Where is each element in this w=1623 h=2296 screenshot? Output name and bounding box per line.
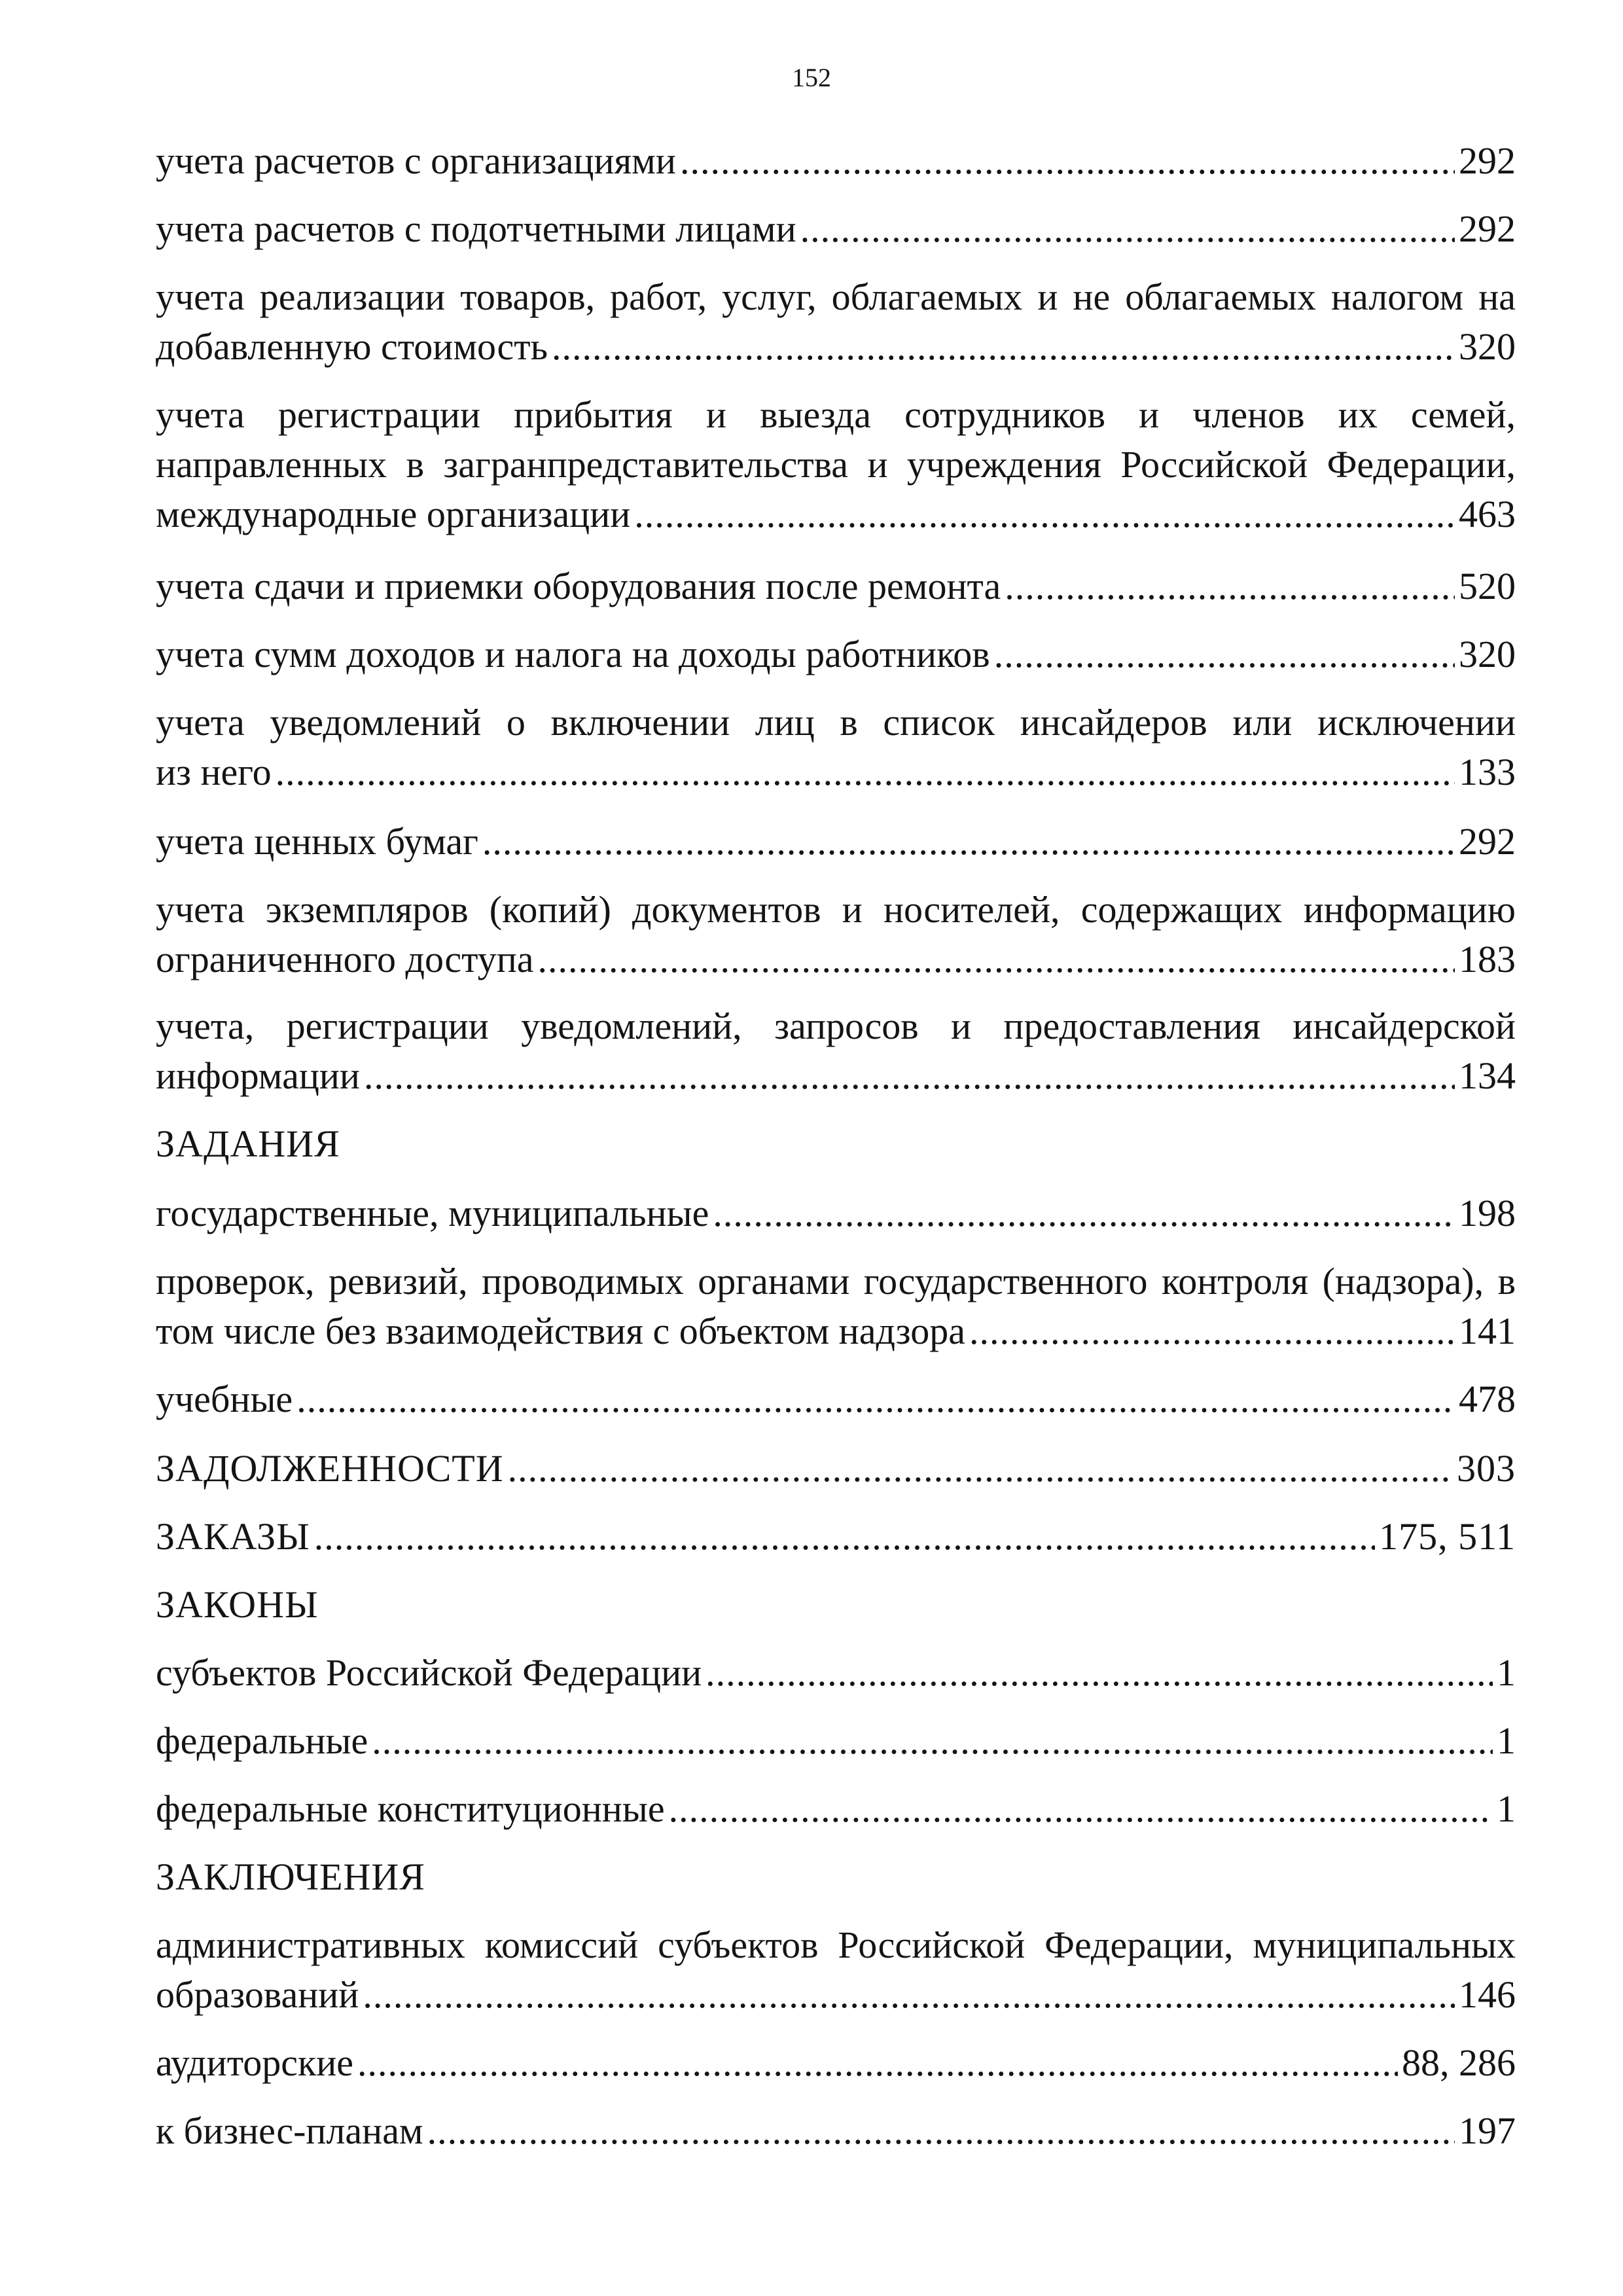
entry-page: 175, 511 [1379, 1515, 1516, 1558]
entry-line: учета реализации товаров, работ, услуг, облагаемых и не облагаемых налогом на [156, 276, 1516, 318]
entry-line: учета уведомлений о включении лиц в список инсайдеров или исключении [156, 701, 1516, 744]
dot-leader [314, 1512, 1375, 1562]
entry-page: 141 [1459, 1310, 1516, 1352]
entry-page: 292 [1459, 820, 1516, 863]
dot-leader [969, 1306, 1455, 1356]
entry-text: учета сумм доходов и налога на доходы работников [156, 633, 990, 675]
entry-page: 134 [1459, 1054, 1516, 1097]
index-entry [156, 1374, 1516, 1424]
entry-page: 146 [1459, 1973, 1516, 2016]
index-entry [156, 562, 1516, 611]
index-entry [156, 1189, 1516, 1238]
entry-page: 303 [1457, 1447, 1516, 1490]
entry-line: учета экземпляров (копий) документов и носителей, содержащих информацию [156, 888, 1516, 931]
entry-line: направленных в загранпредставительства и учреждения Российской Федерации, [156, 443, 1516, 486]
dot-leader [482, 817, 1455, 867]
entry-page: 292 [1459, 207, 1516, 250]
dot-leader [538, 935, 1455, 984]
section-heading: ЗАДАНИЯ [156, 1122, 340, 1165]
dot-leader [427, 2106, 1455, 2156]
entry-line: учета, регистрации уведомлений, запросов и предоставления инсайдерской [156, 1005, 1516, 1047]
entry-page: 320 [1459, 633, 1516, 675]
dot-leader [705, 1648, 1493, 1698]
dot-leader [372, 1716, 1493, 1766]
index-entry [156, 1784, 1516, 1834]
entry-text: информации [156, 1054, 360, 1097]
entry-text: учета сдачи и приемки оборудования после ремонта [156, 565, 1001, 607]
dot-leader [296, 1374, 1455, 1424]
index-entry [156, 136, 1516, 186]
entry-text: федеральные конституционные [156, 1787, 665, 1830]
entry-page: 520 [1459, 565, 1516, 607]
dot-leader [634, 490, 1455, 539]
entry-text: учета ценных бумаг [156, 820, 478, 863]
entry-text: образований [156, 1973, 359, 2016]
entry-page: 197 [1459, 2109, 1516, 2152]
entry-page: 478 [1459, 1378, 1516, 1420]
entry-page: 320 [1459, 325, 1516, 368]
index-entry [156, 2038, 1516, 2088]
dot-leader [680, 136, 1455, 186]
entry-text: субъектов Российской Федерации [156, 1651, 702, 1694]
dot-leader [364, 1051, 1455, 1101]
index-entry [156, 1257, 1516, 1356]
dot-leader [994, 630, 1455, 679]
dot-leader [1005, 562, 1455, 611]
section-heading: ЗАДОЛЖЕННОСТИ [156, 1447, 504, 1490]
section-heading: ЗАКЛЮЧЕНИЯ [156, 1856, 425, 1898]
entry-text: учета расчетов с подотчетными лицами [156, 207, 796, 250]
index-entry [156, 390, 1516, 539]
dot-leader [669, 1784, 1493, 1834]
dot-leader [552, 322, 1455, 372]
dot-leader [363, 1970, 1455, 2020]
page-number: 152 [792, 63, 831, 92]
index-entry [156, 1512, 1516, 1562]
entry-text: к бизнес-планам [156, 2109, 423, 2152]
entry-text: ограниченного доступа [156, 938, 534, 980]
index-entry [156, 272, 1516, 372]
entry-page: 463 [1459, 493, 1516, 535]
entry-page: 198 [1459, 1192, 1516, 1234]
index-entry [156, 630, 1516, 679]
index-entry [156, 2106, 1516, 2156]
section-heading: ЗАКОНЫ [156, 1583, 319, 1626]
entry-line: проверок, ревизий, проводимых органами государственного контроля (надзора), в [156, 1260, 1516, 1302]
entry-text: учебные [156, 1378, 293, 1420]
entry-page: 1 [1497, 1719, 1516, 1762]
dot-leader [276, 747, 1455, 797]
index-entry [156, 1444, 1516, 1494]
entry-page: 1 [1497, 1651, 1516, 1694]
entry-text: федеральные [156, 1719, 368, 1762]
index-entry [156, 817, 1516, 867]
entry-text: том числе без взаимодействия с объектом надзора [156, 1310, 965, 1352]
index-entry [156, 698, 1516, 797]
entry-line: административных комиссий субъектов Российской Федерации, муниципальных [156, 1924, 1516, 1966]
index-entry [156, 1648, 1516, 1698]
index-entry [156, 1920, 1516, 2020]
entry-page: 88, 286 [1402, 2041, 1516, 2084]
dot-leader [800, 204, 1455, 254]
dot-leader [508, 1444, 1453, 1494]
entry-text: учета расчетов с организациями [156, 139, 676, 182]
index-entry [156, 1716, 1516, 1766]
entry-page: 183 [1459, 938, 1516, 980]
index-entry [156, 885, 1516, 984]
section-heading: ЗАКАЗЫ [156, 1515, 310, 1558]
dot-leader [357, 2038, 1398, 2088]
entry-text: международные организации [156, 493, 631, 535]
entry-text: государственные, муниципальные [156, 1192, 709, 1234]
index-entry [156, 1001, 1516, 1101]
entry-page: 1 [1497, 1787, 1516, 1830]
entry-page: 133 [1459, 751, 1516, 793]
entry-text: из него [156, 751, 272, 793]
entry-text: аудиторские [156, 2041, 353, 2084]
entry-page: 292 [1459, 139, 1516, 182]
dot-leader [713, 1189, 1455, 1238]
entry-line: учета регистрации прибытия и выезда сотрудников и членов их семей, [156, 393, 1516, 436]
index-entry [156, 204, 1516, 254]
entry-text: добавленную стоимость [156, 325, 548, 368]
